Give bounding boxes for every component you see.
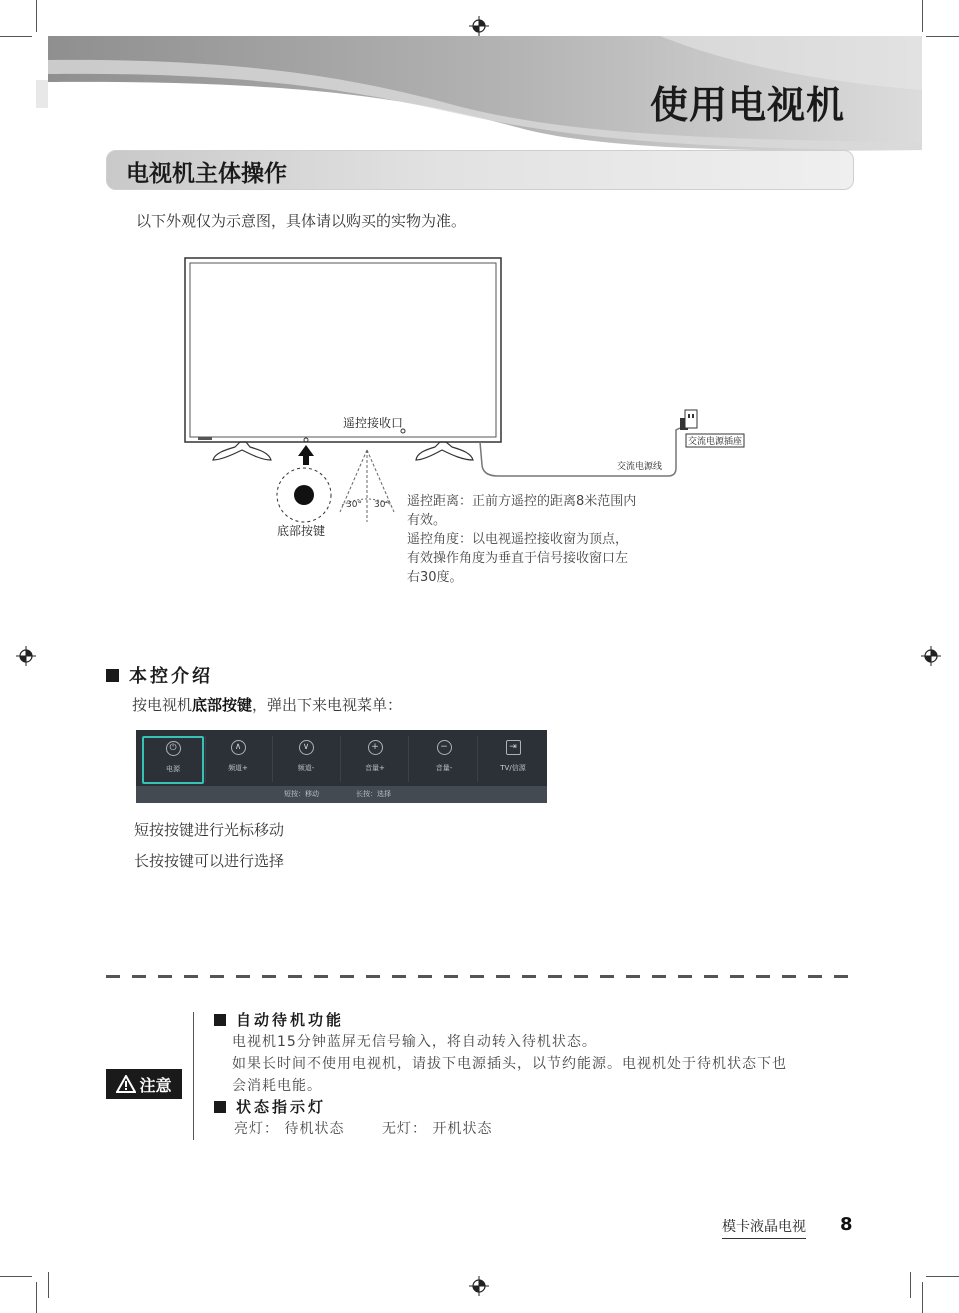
chevron-down-icon: ∨ [299, 740, 314, 755]
menu-divider [408, 736, 409, 782]
section-title: 电视机主体操作 [126, 161, 287, 187]
registration-mark-icon [469, 1276, 489, 1296]
outlet-label: 交流电源插座 [688, 437, 743, 447]
notice-divider [193, 1012, 194, 1140]
indicator-heading [214, 1096, 326, 1117]
press-bold: 底部按键 [192, 696, 253, 714]
menu-item-power[interactable] [142, 736, 204, 784]
auto-standby-line: 如果长时间不使用电视机，请拔下电源插头，以节约能源。电视机处于待机状态下也 [232, 1056, 787, 1072]
tv-button-menu [136, 730, 547, 803]
indicator-heading-text: 状态指示灯 [236, 1098, 327, 1116]
menu-item-channel-up[interactable] [209, 737, 267, 781]
remote-distance-note: 遥控距离：正前方遥控的距离8米范围内有效。 [407, 494, 637, 528]
registration-mark-icon [921, 646, 941, 666]
warning-icon [116, 1075, 136, 1093]
menu-item-label: 频道+ [228, 764, 248, 772]
angle-right-label: 30° [374, 500, 390, 510]
registration-mark-icon [469, 16, 489, 36]
dashed-divider [106, 975, 852, 978]
crop-mark [922, 1282, 923, 1313]
indicator-off: 无灯： 开机状态 [382, 1121, 493, 1137]
input-source-icon: ⇥ [506, 740, 521, 755]
registration-mark-icon [16, 646, 36, 666]
bottom-button-label: 底部按键 [277, 524, 326, 538]
auto-standby-line: 电视机15分钟蓝屏无信号输入，将自动转入待机状态。 [232, 1034, 597, 1050]
menu-item-volume-up[interactable] [346, 737, 404, 781]
menu-item-label: 音量- [435, 764, 453, 772]
footer-product-name: 模卡液晶电视 [722, 1216, 806, 1239]
bullet-square-icon [106, 669, 119, 682]
controls-heading [106, 662, 213, 688]
hint-short-press: 短按：移动 [284, 790, 319, 798]
controls-heading-text: 本控介绍 [129, 666, 213, 687]
crop-mark [922, 0, 923, 32]
crop-mark [0, 36, 32, 37]
auto-standby-heading-text: 自动待机功能 [236, 1011, 345, 1029]
chevron-up-icon: ∧ [231, 740, 246, 755]
crop-mark [36, 1282, 37, 1313]
page-title: 使用电视机 [650, 83, 846, 127]
arrow-up-icon [298, 445, 314, 465]
menu-item-input-source[interactable] [484, 737, 542, 781]
menu-item-label: 音量+ [365, 764, 385, 772]
crop-mark [48, 1272, 49, 1298]
press-prefix: 按电视机 [132, 696, 193, 714]
auto-standby-line: 会消耗电能。 [232, 1078, 322, 1094]
press-instruction [132, 694, 402, 715]
power-icon: ⏻ [166, 741, 181, 756]
menu-divider [477, 736, 478, 782]
menu-divider [340, 736, 341, 782]
auto-standby-heading [214, 1009, 344, 1030]
menu-divider [205, 736, 206, 782]
minus-icon: − [437, 740, 452, 755]
bullet-square-icon [214, 1014, 226, 1026]
plus-icon: + [368, 740, 383, 755]
menu-item-volume-down[interactable] [415, 737, 473, 781]
remote-notes [407, 492, 637, 587]
tv-screen [190, 263, 496, 437]
crop-mark [926, 1276, 959, 1277]
bullet-square-icon [214, 1101, 226, 1113]
menu-item-channel-down[interactable] [277, 737, 335, 781]
notice-badge [106, 1069, 182, 1099]
tip-long-press: 长按按键可以进行选择 [134, 852, 285, 870]
notice-badge-label: 注意 [139, 1075, 172, 1095]
crop-mark [0, 1276, 32, 1277]
menu-hint-bar [136, 786, 547, 803]
menu-item-label: TV/信源 [500, 764, 526, 772]
crop-mark [926, 36, 959, 37]
page-number: 8 [840, 1214, 853, 1235]
press-suffix: ，弹出下来电视菜单： [252, 696, 403, 714]
indicator-on: 亮灯： 待机状态 [234, 1121, 345, 1137]
outlet-icon [685, 410, 697, 428]
menu-item-label: 电源 [166, 765, 180, 773]
menu-item-label: 频道- [297, 764, 315, 772]
intro-text: 以下外观仅为示意图，具体请以购买的实物为准。 [136, 212, 467, 230]
tip-short-press: 短按按键进行光标移动 [134, 821, 285, 839]
crop-mark [910, 1272, 911, 1298]
crop-mark [36, 0, 37, 32]
hint-long-press: 长按：选择 [356, 790, 391, 798]
remote-angle-note: 遥控角度：以电视遥控接收窗为顶点，有效操作角度为垂直于信号接收窗口左右30度。 [407, 532, 629, 585]
receiver-label: 遥控接收口 [343, 416, 404, 430]
menu-divider [272, 736, 273, 782]
power-cord-label: 交流电源线 [617, 462, 663, 472]
bottom-button-icon [294, 485, 314, 505]
angle-left-label: 30° [346, 500, 362, 510]
